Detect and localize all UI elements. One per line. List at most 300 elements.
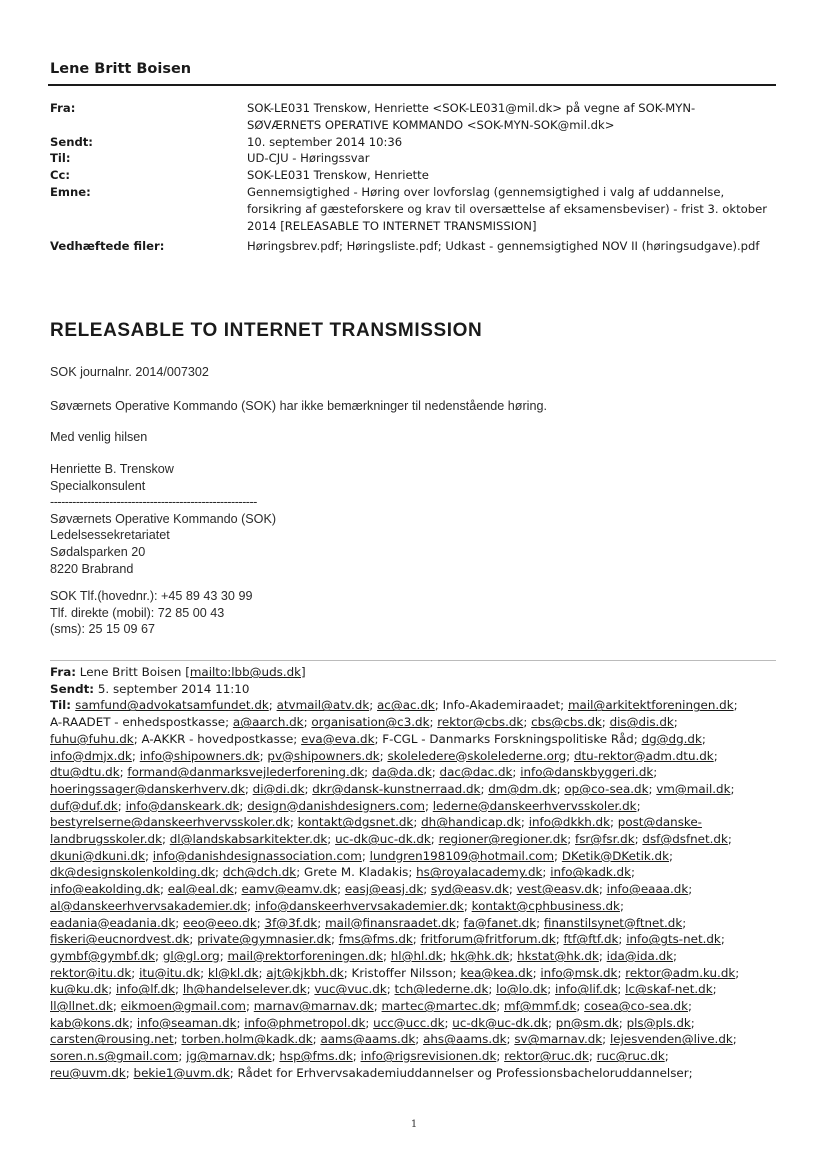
- recipient-line: [50, 1015, 790, 1032]
- forward-sent-value: 5. september 2014 11:10: [97, 681, 250, 696]
- recipient-text: ;: [119, 765, 128, 780]
- recipient-email-link[interactable]: eikmoen@gmail.com: [120, 999, 246, 1014]
- recipient-text: ;: [155, 948, 163, 963]
- recipient-line: [50, 748, 790, 765]
- recipient-text: ;: [239, 798, 248, 813]
- recipient-line: [50, 931, 790, 948]
- recipient-text: ;: [634, 832, 643, 847]
- recipient-text: ;: [618, 932, 627, 947]
- meta-to-value: UD-CJU - Høringssvar: [247, 151, 370, 166]
- recipient-text: ;: [429, 715, 438, 730]
- recipient-text: ;: [289, 815, 298, 830]
- recipient-text: ;: [508, 882, 517, 897]
- recipient-line: [50, 731, 790, 748]
- recipient-text: ;: [532, 965, 541, 980]
- recipient-text: A-RAADET - enhedspostkasse;: [50, 715, 233, 730]
- recipient-email-link[interactable]: duf@duf.dk: [50, 798, 118, 813]
- recipient-email-link[interactable]: vest@easv.dk: [516, 882, 599, 897]
- recipient-text: ;: [304, 781, 313, 796]
- recipient-text: ;: [730, 781, 735, 796]
- recipient-email-link[interactable]: hl@hl.dk: [390, 948, 443, 963]
- recipient-email-link[interactable]: info@kadk.dk: [550, 865, 631, 880]
- recipient-email-link[interactable]: info@shipowners.dk: [139, 748, 260, 763]
- recipient-text: ;: [312, 1032, 321, 1047]
- forward-from-link[interactable]: [mailto:lbb@uds.dk]: [185, 665, 306, 679]
- signature-block: [50, 461, 750, 577]
- recipient-text: ;: [415, 1032, 424, 1047]
- recipient-text: ;: [337, 882, 345, 897]
- recipient-text: ;: [496, 999, 504, 1014]
- recipient-line: [50, 1048, 790, 1065]
- recipient-text: ;: [566, 748, 574, 763]
- recipient-text: ;: [430, 832, 439, 847]
- org-street: Sødalsparken 20: [50, 544, 146, 559]
- recipient-text: ; Info-Akademiraadet;: [434, 698, 568, 713]
- recipient-text: ;: [365, 1015, 374, 1030]
- recipient-email-link[interactable]: dch@dch.dk: [222, 865, 297, 880]
- recipient-email-link[interactable]: info@eakolding.dk: [50, 882, 160, 897]
- recipient-email-link[interactable]: op@co-sea.dk: [564, 781, 649, 796]
- recipient-line: [50, 948, 790, 965]
- recipient-email-link[interactable]: aams@aams.dk: [320, 1032, 416, 1047]
- recipient-email-link[interactable]: ida@ida.dk: [606, 948, 674, 963]
- recipient-email-link[interactable]: ruc@ruc.dk: [596, 1049, 665, 1064]
- recipient-text: ;: [386, 982, 395, 997]
- recipient-email-link[interactable]: eva@eva.dk: [301, 731, 375, 746]
- recipient-email-link[interactable]: info@dkkh.dk: [528, 815, 610, 830]
- recipient-email-link[interactable]: soren.n.s@gmail.com: [50, 1049, 179, 1064]
- recipient-email-link[interactable]: info@dmjx.dk: [50, 748, 132, 763]
- recipient-email-link[interactable]: kea@kea.dk: [460, 965, 533, 980]
- recipient-email-link[interactable]: ucc@ucc.dk: [373, 1015, 445, 1030]
- sender-name: Lene Britt Boisen: [50, 61, 192, 77]
- recipient-text: ;: [598, 882, 607, 897]
- forward-recipients: [50, 697, 790, 1081]
- recipient-email-link[interactable]: info@danishdesignassociation.com: [152, 848, 362, 863]
- forward-sent-label: Sendt:: [50, 681, 95, 696]
- recipient-text: ;: [361, 848, 370, 863]
- recipient-text: ;: [567, 832, 576, 847]
- recipient-email-link[interactable]: jg@marnav.dk: [186, 1049, 272, 1064]
- recipient-text: ;: [735, 965, 740, 980]
- recipient-text: ;: [547, 982, 556, 997]
- recipient-text: ;: [159, 882, 168, 897]
- meta-to-row: [50, 150, 780, 167]
- recipient-text: ;: [713, 748, 718, 763]
- recipient-email-link[interactable]: info@danskbyggeri.dk: [520, 765, 654, 780]
- recipient-email-link[interactable]: lo@lo.dk: [496, 982, 548, 997]
- recipient-email-link[interactable]: ac@ac.dk: [377, 698, 435, 713]
- signature-title: Specialkonsulent: [50, 478, 146, 493]
- recipient-text: ;: [423, 882, 432, 897]
- recipient-text: ;: [554, 848, 562, 863]
- recipient-email-link[interactable]: martec@martec.dk: [381, 999, 497, 1014]
- meta-cc-row: [50, 167, 780, 184]
- journal-number: SOK journalnr. 2014/007302: [50, 365, 209, 379]
- recipient-text: ;: [727, 832, 732, 847]
- meta-cc-value: SOK-LE031 Trenskow, Henriette: [247, 168, 429, 183]
- recipient-text: ;: [609, 815, 618, 830]
- recipient-text: ;: [542, 865, 551, 880]
- recipient-line: [50, 881, 790, 898]
- meta-from-row: [50, 100, 780, 134]
- recipient-email-link[interactable]: sv@marnav.dk: [514, 1032, 603, 1047]
- forward-to-label: Til:: [50, 698, 76, 713]
- recipient-text: ;: [523, 715, 532, 730]
- recipient-line: [50, 814, 790, 831]
- forward-from-label: Fra:: [50, 665, 77, 679]
- meta-attachments-value: Høringsbrev.pdf; Høringsliste.pdf; Udkast - gennemsigtighed NOV II (høringsudgave).pdf: [247, 239, 760, 254]
- recipient-email-link[interactable]: uc-dk@uc-dk.dk: [335, 832, 431, 847]
- recipient-email-link[interactable]: hsp@fms.dk: [279, 1049, 353, 1064]
- recipient-email-link[interactable]: ftf@ftf.dk: [563, 932, 619, 947]
- greeting: Med venlig hilsen: [50, 430, 148, 444]
- recipient-email-link[interactable]: hoeringssager@danskerhverv.dk: [50, 781, 245, 796]
- recipient-email-link[interactable]: gl@gl.org: [162, 948, 220, 963]
- recipient-email-link[interactable]: dkr@dansk-kunstnerraad.dk: [312, 781, 481, 796]
- recipient-text: ;: [364, 765, 372, 780]
- recipient-text: ;: [379, 748, 388, 763]
- recipient-email-link[interactable]: dsf@dsfnet.dk: [642, 832, 728, 847]
- recipient-text: ;: [733, 698, 738, 713]
- recipient-text: ;: [189, 932, 198, 947]
- recipient-text: ;: [617, 965, 626, 980]
- recipient-text: ;: [369, 698, 378, 713]
- recipient-line: [50, 1031, 790, 1048]
- recipient-email-link[interactable]: lc@skaf-net.dk: [625, 982, 713, 997]
- meta-subject-row: [50, 184, 780, 234]
- recipient-text: ;: [688, 999, 693, 1014]
- recipient-email-link[interactable]: kl@kl.dk: [207, 965, 259, 980]
- recipient-text: ;: [373, 999, 382, 1014]
- recipient-text: ;: [173, 1032, 182, 1047]
- recipient-email-link[interactable]: private@gymnasier.dk: [197, 932, 331, 947]
- recipient-email-link[interactable]: cosea@co-sea.dk: [584, 999, 688, 1014]
- recipient-email-link[interactable]: eal@eal.dk: [167, 882, 234, 897]
- recipient-email-link[interactable]: mail@arkitektforeningen.dk: [567, 698, 734, 713]
- recipient-text: ;: [712, 982, 717, 997]
- recipient-email-link[interactable]: info@lf.dk: [116, 982, 176, 997]
- recipient-email-link[interactable]: dac@dac.dk: [439, 765, 513, 780]
- recipient-text: ;: [178, 1049, 187, 1064]
- phone-main: SOK Tlf.(hovednr.): +45 89 43 30 99: [50, 589, 253, 603]
- recipient-text: ;: [352, 1049, 361, 1064]
- recipient-email-link[interactable]: mail@rektorforeningen.dk: [227, 948, 383, 963]
- recipient-email-link[interactable]: info@rigsrevisionen.dk: [360, 1049, 497, 1064]
- meta-cc-label: Cc:: [50, 168, 71, 183]
- header-rule: [48, 84, 776, 86]
- recipient-text: ; A-AKKR - hovedpostkasse;: [133, 731, 302, 746]
- recipient-email-link[interactable]: rektor@ruc.dk: [504, 1049, 589, 1064]
- recipient-email-link[interactable]: dtu-rektor@adm.dtu.dk: [573, 748, 714, 763]
- recipient-email-link[interactable]: a@aarch.dk: [232, 715, 304, 730]
- recipient-email-link[interactable]: info@eaaa.dk: [606, 882, 689, 897]
- org-department: Ledelsessekretariatet: [50, 528, 170, 543]
- recipient-text: ;: [175, 982, 183, 997]
- recipient-email-link[interactable]: hkstat@hk.dk: [517, 948, 599, 963]
- recipient-text: ;: [413, 815, 422, 830]
- meta-sent-label: Sendt:: [50, 134, 93, 149]
- meta-to-label: Til:: [50, 151, 71, 166]
- page-number: 1: [410, 1119, 418, 1130]
- recipient-email-link[interactable]: dm@dm.dk: [488, 781, 557, 796]
- recipient-email-link[interactable]: ll@llnet.dk: [50, 999, 113, 1014]
- recipient-text: ;: [601, 715, 610, 730]
- recipient-line: [50, 714, 790, 731]
- recipient-email-link[interactable]: regioner@regioner.dk: [438, 832, 568, 847]
- recipient-email-link[interactable]: info@danskeark.dk: [125, 798, 240, 813]
- recipient-email-link[interactable]: info@lif.dk: [555, 982, 618, 997]
- recipient-email-link[interactable]: info@danskeerhvervsakademier.dk: [254, 898, 464, 913]
- recipient-text: ;: [664, 1049, 669, 1064]
- recipient-text: ;: [161, 832, 170, 847]
- recipient-line: [50, 848, 790, 865]
- recipient-email-link[interactable]: kontakt@dgsnet.dk: [297, 815, 414, 830]
- recipient-email-link[interactable]: easj@easj.dk: [344, 882, 424, 897]
- recipient-text: ;: [129, 1015, 137, 1030]
- recipient-text: ;: [536, 915, 544, 930]
- meta-attachments-row: [50, 238, 780, 255]
- recipient-text: ;: [131, 965, 140, 980]
- recipient-text: ;: [382, 948, 391, 963]
- recipient-email-link[interactable]: ku@ku.dk: [50, 982, 109, 997]
- recipient-text: ;: [259, 748, 268, 763]
- recipient-text: ;: [219, 948, 228, 963]
- meta-subject-value: Gennemsigtighed - Høring over lovforslag (gennemsigtighed i valg af uddannelse, forsikring af gæsteforskere og krav til oversættelse af eksamensbeviser) - frist 3. oktober 2014 [RELEASABLE TO INTERNET TRANSMISSION]: [247, 184, 767, 233]
- recipient-text: ;: [618, 1015, 627, 1030]
- recipient-text: ;: [112, 999, 121, 1014]
- recipient-text: ;: [215, 865, 223, 880]
- recipient-email-link[interactable]: organisation@c3.dk: [311, 715, 430, 730]
- forward-from-name: Lene Britt Boisen: [79, 665, 182, 679]
- recipient-email-link[interactable]: cbs@cbs.dk: [531, 715, 602, 730]
- phone-sms: (sms): 25 15 09 67: [50, 622, 155, 637]
- recipient-email-link[interactable]: dtu@dtu.dk: [50, 765, 120, 780]
- recipient-line: [50, 697, 790, 714]
- recipient-email-link[interactable]: samfund@advokatsamfundet.dk: [75, 698, 269, 713]
- recipient-email-link[interactable]: fa@fanet.dk: [463, 915, 537, 930]
- meta-sent-value: 10. september 2014 10:36: [247, 134, 403, 149]
- recipient-text: ;: [701, 731, 706, 746]
- recipient-email-link[interactable]: marnav@marnav.dk: [253, 999, 374, 1014]
- recipient-text: ;: [509, 948, 518, 963]
- recipient-email-link[interactable]: fiskeri@eucnordvest.dk: [50, 932, 190, 947]
- release-heading: RELEASABLE TO INTERNET TRANSMISSION: [50, 320, 483, 341]
- recipient-text: ;: [444, 1015, 453, 1030]
- org-city: 8220 Brabrand: [50, 561, 134, 576]
- recipient-text: ;: [631, 865, 636, 880]
- recipient-email-link[interactable]: vuc@vuc.dk: [314, 982, 387, 997]
- recipient-email-link[interactable]: finanstilsynet@ftnet.dk: [543, 915, 683, 930]
- recipient-email-link[interactable]: reu@uvm.dk: [50, 1065, 126, 1080]
- recipient-email-link[interactable]: dh@handicap.dk: [421, 815, 521, 830]
- recipient-email-link[interactable]: pv@shipowners.dk: [267, 748, 380, 763]
- phone-mobile: Tlf. direkte (mobil): 72 85 00 43: [50, 605, 225, 620]
- recipient-email-link[interactable]: 3f@3f.dk: [264, 915, 318, 930]
- recipient-text: ;: [258, 965, 267, 980]
- recipient-email-link[interactable]: bekie1@uvm.dk: [133, 1065, 230, 1080]
- recipient-email-link[interactable]: eamv@eamv.dk: [241, 882, 338, 897]
- forward-divider: [50, 660, 776, 661]
- recipient-text: ;: [556, 781, 565, 796]
- meta-from-value: SOK-LE031 Trenskow, Henriette <SOK-LE031@mil.dk> på vegne af SOK-MYN-SØVÆRNETS OPERATIVE KOMMANDO <SOK-MYN-SOK@mil.dk>: [247, 101, 696, 132]
- recipient-text: ;: [442, 948, 451, 963]
- recipient-email-link[interactable]: lundgren198109@hotmail.com: [369, 848, 555, 863]
- recipient-email-link[interactable]: skoleledere@skolelederne.org: [387, 748, 567, 763]
- recipient-line: [50, 1065, 790, 1082]
- recipient-email-link[interactable]: mail@finansraadet.dk: [325, 915, 456, 930]
- recipient-line: [50, 898, 790, 915]
- recipient-email-link[interactable]: atvmail@atv.dk: [276, 698, 370, 713]
- recipient-email-link[interactable]: info@gts-net.dk: [626, 932, 721, 947]
- recipient-email-link[interactable]: fms@fms.dk: [338, 932, 413, 947]
- recipient-text: ;: [463, 898, 472, 913]
- recipient-text: ;: [602, 1032, 610, 1047]
- meta-from-label: Fra:: [50, 101, 76, 115]
- recipient-email-link[interactable]: info@phmetropol.dk: [244, 1015, 366, 1030]
- recipient-email-link[interactable]: landbrugsskoler.dk: [50, 832, 162, 847]
- recipient-text: ;: [108, 982, 117, 997]
- recipient-email-link[interactable]: lh@handelselever.dk: [182, 982, 307, 997]
- recipient-text: ;: [688, 882, 693, 897]
- recipient-email-link[interactable]: rektor@adm.ku.dk: [625, 965, 736, 980]
- recipient-email-link[interactable]: info@seaman.dk: [136, 1015, 237, 1030]
- recipient-text: ;: [512, 765, 521, 780]
- recipient-email-link[interactable]: kab@kons.dk: [50, 1015, 130, 1030]
- recipient-email-link[interactable]: syd@easv.dk: [431, 882, 509, 897]
- recipient-line: [50, 864, 790, 881]
- recipient-email-link[interactable]: dg@dg.dk: [641, 731, 702, 746]
- recipient-text: ;: [268, 698, 277, 713]
- recipient-email-link[interactable]: mf@mmf.dk: [504, 999, 577, 1014]
- recipient-text: ;: [200, 965, 208, 980]
- recipient-text: ;: [175, 915, 184, 930]
- recipient-email-link[interactable]: uc-dk@uc-dk.dk: [452, 1015, 548, 1030]
- recipient-email-link[interactable]: pls@pls.dk: [626, 1015, 691, 1030]
- recipient-email-link[interactable]: da@da.dk: [371, 765, 432, 780]
- recipient-text: ;: [412, 932, 421, 947]
- recipient-text: ;: [455, 915, 464, 930]
- recipient-email-link[interactable]: al@danskeerhvervsakademier.dk: [50, 898, 248, 913]
- recipient-email-link[interactable]: dl@landskabsarkitekter.dk: [169, 832, 328, 847]
- recipient-text: ;: [669, 848, 674, 863]
- meta-attachments-label: Vedhæftede filer:: [50, 239, 165, 254]
- recipient-text: ;: [690, 1015, 695, 1030]
- recipient-email-link[interactable]: DKetik@DKetik.dk: [561, 848, 669, 863]
- statement: Søværnets Operative Kommando (SOK) har ikke bemærkninger til nedenstående høring.: [50, 399, 547, 413]
- recipient-email-link[interactable]: dk@designskolenkolding.dk: [50, 865, 216, 880]
- recipient-email-link[interactable]: vm@mail.dk: [656, 781, 731, 796]
- forward-sent-row: [50, 681, 790, 698]
- recipient-text: ;: [233, 882, 242, 897]
- recipient-email-link[interactable]: itu@itu.dk: [139, 965, 201, 980]
- recipient-line: [50, 781, 790, 798]
- recipient-line: [50, 831, 790, 848]
- recipient-text: ;: [673, 948, 678, 963]
- recipient-email-link[interactable]: bestyrelserne@danskeerhvervsskoler.dk: [50, 815, 290, 830]
- recipient-email-link[interactable]: hs@royalacademy.dk: [416, 865, 543, 880]
- recipient-email-link[interactable]: fsr@fsr.dk: [575, 832, 635, 847]
- recipient-email-link[interactable]: lejesvenden@live.dk: [609, 1032, 733, 1047]
- recipient-text: ;: [588, 1049, 597, 1064]
- recipient-text: ;: [131, 748, 140, 763]
- recipient-text: ;: [480, 781, 489, 796]
- signature-divider: --------------------------------------------------------: [50, 495, 257, 510]
- recipient-text: ;: [648, 781, 657, 796]
- recipient-email-link[interactable]: di@di.dk: [252, 781, 305, 796]
- recipient-email-link[interactable]: design@danishdesigners.com: [247, 798, 425, 813]
- recipient-email-link[interactable]: eadania@eadania.dk: [50, 915, 176, 930]
- recipient-text: ;: [555, 932, 564, 947]
- recipient-email-link[interactable]: fuhu@fuhu.dk: [50, 731, 134, 746]
- org-name: Søværnets Operative Kommando (SOK): [50, 511, 277, 526]
- recipient-email-link[interactable]: gymbf@gymbf.dk: [50, 948, 156, 963]
- recipient-email-link[interactable]: pn@sm.dk: [555, 1015, 619, 1030]
- meta-subject-label: Emne:: [50, 184, 91, 199]
- recipient-text: ;: [576, 999, 585, 1014]
- recipient-line: [50, 998, 790, 1015]
- recipient-line: [50, 981, 790, 998]
- recipient-email-link[interactable]: ahs@aams.dk: [423, 1032, 507, 1047]
- recipient-email-link[interactable]: lederne@danskeerhvervsskoler.dk: [432, 798, 637, 813]
- recipient-email-link[interactable]: post@danske-: [617, 815, 702, 830]
- email-metadata: [50, 100, 780, 255]
- recipient-line: [50, 764, 790, 781]
- recipient-text: ; F-CGL - Danmarks Forskningspolitiske Råd;: [374, 731, 642, 746]
- recipient-text: ;: [125, 1065, 134, 1080]
- recipient-text: ;: [636, 798, 641, 813]
- recipient-email-link[interactable]: torben.holm@kadk.dk: [181, 1032, 313, 1047]
- recipient-email-link[interactable]: info@msk.dk: [540, 965, 618, 980]
- recipient-text: ;: [732, 1032, 737, 1047]
- recipient-text: ;: [330, 932, 339, 947]
- recipient-text: ;: [271, 1049, 280, 1064]
- recipient-email-link[interactable]: formand@danmarksvejlederforening.dk: [127, 765, 365, 780]
- recipient-line: [50, 965, 790, 982]
- forwarded-message: [50, 664, 790, 1082]
- recipient-text: ;: [653, 765, 658, 780]
- recipient-email-link[interactable]: kontakt@cphbusiness.dk: [471, 898, 620, 913]
- recipient-text: ;: [682, 915, 687, 930]
- recipient-email-link[interactable]: rektor@itu.dk: [50, 965, 132, 980]
- recipient-email-link[interactable]: hk@hk.dk: [450, 948, 510, 963]
- recipient-text: ;: [303, 715, 312, 730]
- recipient-email-link[interactable]: rektor@cbs.dk: [437, 715, 524, 730]
- recipient-email-link[interactable]: dkuni@dkuni.dk: [50, 848, 145, 863]
- recipient-text: ;: [619, 898, 624, 913]
- recipient-text: ;: [317, 915, 326, 930]
- recipient-line: [50, 915, 790, 932]
- recipient-text: ;: [617, 982, 626, 997]
- forward-from-row: [50, 664, 790, 681]
- recipient-email-link[interactable]: fritforum@fritforum.dk: [420, 932, 556, 947]
- recipient-text: ;: [236, 1015, 245, 1030]
- recipient-email-link[interactable]: carsten@rousing.net: [50, 1032, 174, 1047]
- recipient-email-link[interactable]: eeo@eeo.dk: [183, 915, 257, 930]
- recipient-text: ;: [244, 781, 253, 796]
- recipient-text: ;: [488, 982, 497, 997]
- recipient-text: ; Rådet for Erhvervsakademiuddannelser og Professionsbacheloruddannelser;: [229, 1065, 693, 1080]
- recipient-email-link[interactable]: ajt@kjkbh.dk: [266, 965, 344, 980]
- recipient-text: ;: [673, 715, 678, 730]
- signature-name: Henriette B. Trenskow: [50, 462, 174, 476]
- meta-sent-row: [50, 134, 780, 151]
- recipient-text: ;: [496, 1049, 505, 1064]
- recipient-email-link[interactable]: dis@dis.dk: [609, 715, 674, 730]
- recipient-email-link[interactable]: tch@lederne.dk: [394, 982, 489, 997]
- recipient-text: ;: [245, 999, 254, 1014]
- phone-block: [50, 588, 750, 638]
